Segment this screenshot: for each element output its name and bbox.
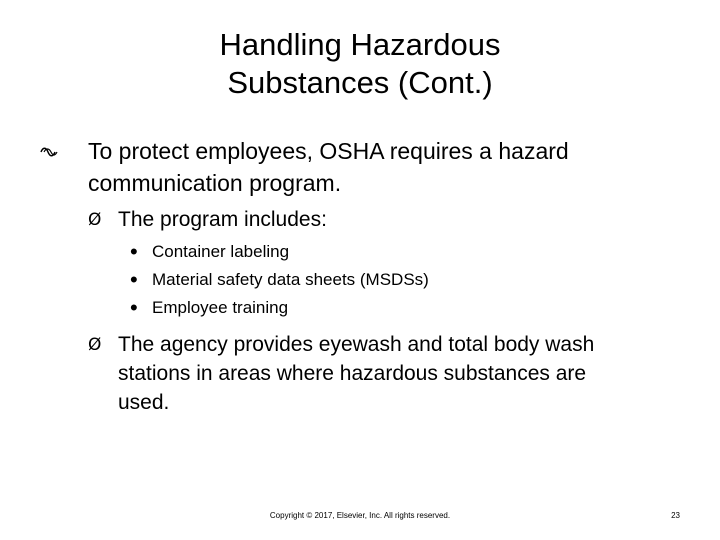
subpoint-text: The program includes: — [118, 208, 327, 231]
program-items-list — [130, 238, 550, 322]
list-item — [130, 294, 550, 322]
title-line-1: Handling Hazardous — [219, 27, 501, 62]
subpoint-text: The agency provides eyewash and total body wash stations in areas where hazardous substances are used. — [118, 333, 595, 414]
dot-bullet-icon: • — [130, 239, 138, 264]
main-bullet-text: To protect employees, OSHA requires a hazard communication program. — [88, 138, 569, 196]
wavy-bullet-icon — [40, 145, 58, 159]
list-item — [130, 266, 550, 294]
arrowhead-bullet-icon: Ø — [88, 335, 102, 355]
list-item-text: Container labeling — [152, 242, 290, 261]
list-item — [130, 238, 550, 266]
slide-title — [150, 26, 570, 102]
list-item-text: Material safety data sheets (MSDSs) — [152, 270, 429, 289]
title-line-2: Substances (Cont.) — [227, 65, 493, 100]
dot-bullet-icon: • — [130, 295, 138, 320]
list-item-text: Employee training — [152, 298, 289, 317]
copyright-footer: Copyright © 2017, Elsevier, Inc. All rights reserved. — [269, 511, 451, 520]
page-number: 23 — [671, 511, 680, 520]
dot-bullet-icon: • — [130, 267, 138, 292]
arrowhead-bullet-icon: Ø — [88, 210, 102, 230]
